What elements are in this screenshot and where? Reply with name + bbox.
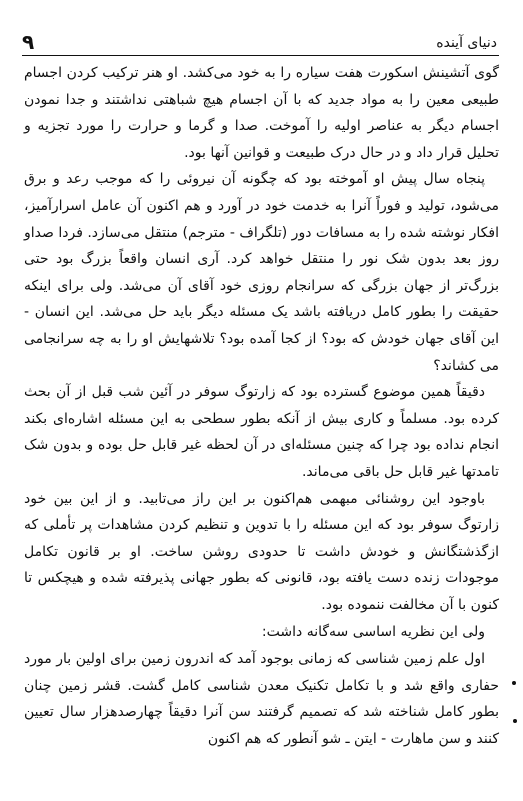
paragraph: باوجود این روشنائی مبهمی هم‌اکنون بر این راز می‌تابید. و از این بین خود زارتوگ سوفر بود که این مسئله را با تدوین و تنظیم کردن مشاهدات پر تأملی که ازگذشتگانش و خودش داشت تا حدودی روشن ساخت. او بر قانون تکامل موجودات زنده دست یافته بود، قانونی که بطور جهانی پذیرفته شده و هیچکس تا کنون با آن مخالفت ننموده بود. — [24, 490, 499, 613]
paragraph: ولی این نظریه اساسی سه‌گانه داشت: — [261, 624, 485, 641]
margin-dot — [513, 719, 517, 723]
paragraph: اول علم زمین شناسی که زمانی بوجود آمد که اندرون زمین برای اولین بار مورد حفاری واقع شد و با تکامل تکنیک معدن شناسی کامل گشت. قشر زمین چنان بطور کامل شناخته شد که تصمیم گرفتند سن آنرا دقیقاً چهارصدهزار سال تعیین کنند و سن ماهارت - ایتن ـ شو آنطور که هم اکنون — [24, 651, 499, 747]
page-number: ۹ — [22, 30, 35, 54]
paragraph: پنجاه سال پیش او آموخته بود که چگونه آن نیروئی را که موجب رعد و برق می‌شود، تولید و فوراً آنرا به خدمت خود در آورد و هم اکنون آن عامل اسرارآمیز، افکار نوشته شده را به مسافات دور (تلگراف - مترجم) منتقل می‌سازد. فردا صداو روز بعد بدون شک نور را منتقل خواهد کرد. آری انسان واقعاً بزرگ بود حتی بزرگ‌تر از جهان بزرگی که سرانجام روزی خود آقای آن می‌شد. ولی برای اینکه حقیقت را بطور کامل دریافته باشد یک مسئله دیگر باید حل می‌شد. این انسان - این آقای جهان خودش که بود؟ از کجا آمده بود؟ تلاشهایش او را به چه سرانجامی می کشاند؟ — [24, 171, 499, 374]
body-text — [24, 60, 499, 752]
paragraph: گوی آتشینش اسکورت هفت سیاره را به خود می‌کشد. او هنر ترکیب کردن اجسام طبیعی معین را به مواد جدید که با آن اجسام هیچ شباهتی نداشتند و جدا نمودن اجسام دیگر به عناصر اولیه را آموخت. صدا و گرما و حرارت را مورد تجزیه و تحلیل قرار داد و در حال درک طبیعت و قوانین آنها بود. — [24, 65, 499, 161]
paragraph: دقیقاً همین موضوع گسترده بود که زارتوگ سوفر در آئین شب قبل از آن بحث کرده بود. مسلماً و کاری بیش از آنکه بطور سطحی به این مسئله اشاره‌ای بکند انجام نداده بود چرا که چنین مسئله‌ای در آن لحظه غیر قابل حل بوده و بدون شک تامدتها غیر قابل حل باقی می‌ماند. — [24, 384, 499, 480]
running-title: دنیای آینده — [436, 35, 497, 51]
page-header — [22, 30, 497, 52]
margin-dot — [512, 681, 516, 685]
header-rule — [22, 55, 499, 56]
